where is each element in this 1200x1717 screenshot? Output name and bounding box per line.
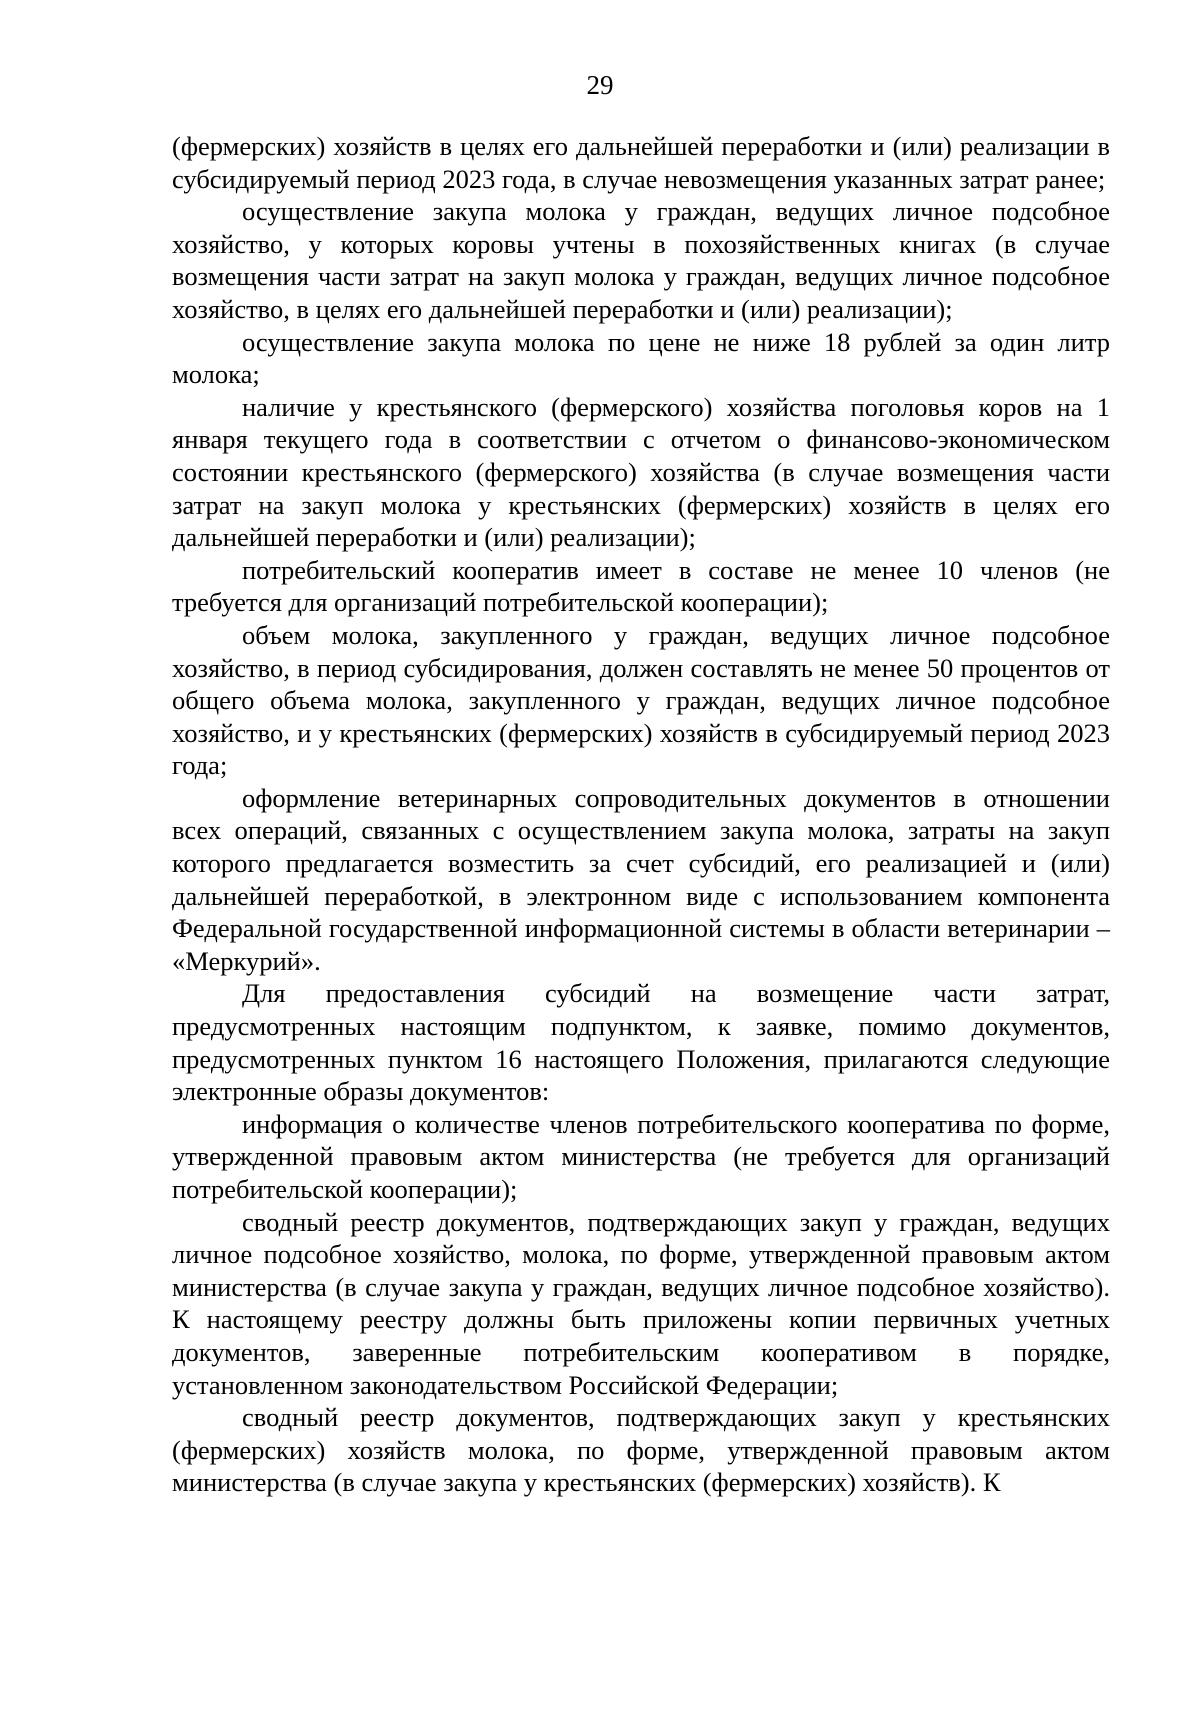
paragraph-8: Для предоставления субсидий на возмещение части затрат, предусмотренных настоящим подпунктом, к заявке, помимо документов, предусмотренных пунктом 16 настоящего Положения, прилагаются следующие электронные образы документов: [172, 978, 1110, 1107]
paragraph-7: оформление ветеринарных сопроводительных документов в отношении всех операций, связанных с осуществлением закупа молока, затраты на закуп которого предлагается возместить за счет субсидий, его реализацией и (или) дальнейшей переработкой, в электронном виде с использованием компонента Федеральной государственной информационной системы в области ветеринарии – «Меркурий». [172, 782, 1110, 976]
paragraph-4: наличие у крестьянского (фермерского) хозяйства поголовья коров на 1 января текущего года в соответствии с отчетом о финансово-экономическом состоянии крестьянского (фермерского) хозяйства (в случае возмещения части затрат на закуп молока у крестьянских (фермерских) хозяйств в целях его дальнейшей переработки и (или) реализации); [172, 391, 1110, 553]
page-number: 29 [586, 70, 614, 100]
paragraph-1: (фермерских) хозяйств в целях его дальнейшей переработки и (или) реализации в субсидируемый период 2023 года, в случае невозмещения указанных затрат ранее; [172, 131, 1110, 194]
paragraph-9: информация о количестве членов потребительского кооператива по форме, утвержденной правовым актом министерства (не требуется для организаций потребительской кооперации); [172, 1108, 1110, 1204]
paragraph-11: сводный реестр документов, подтверждающих закуп у крестьянских (фермерских) хозяйств молока, по форме, утвержденной правовым актом министерства (в случае закупа у крестьянских (фермерских) хозяйств). К [172, 1402, 1110, 1498]
paragraph-3: осуществление закупа молока по цене не ниже 18 рублей за один литр молока; [172, 326, 1110, 390]
document-body [172, 130, 1110, 1499]
paragraph-6: объем молока, закупленного у граждан, ведущих личное подсобное хозяйство, в период субсидирования, должен составлять не менее 50 процентов от общего объема молока, закупленного у граждан, ведущих личное подсобное хозяйство, и у крестьянских (фермерских) хозяйств в субсидируемый период 2023 года; [172, 619, 1110, 781]
paragraph-2: осуществление закупа молока у граждан, ведущих личное подсобное хозяйство, у которых коровы учтены в похозяйственных книгах (в случае возмещения части затрат на закуп молока у граждан, ведущих личное подсобное хозяйство, в целях его дальнейшей переработки и (или) реализации); [172, 196, 1110, 324]
paragraph-5: потребительский кооператив имеет в составе не менее 10 членов (не требуется для организаций потребительской кооперации); [172, 554, 1110, 618]
paragraph-10: сводный реестр документов, подтверждающих закуп у граждан, ведущих личное подсобное хозяйство, молока, по форме, утвержденной правовым актом министерства (в случае закупа у граждан, ведущих личное подсобное хозяйство). К настоящему реестру должны быть приложены копии первичных учетных документов, заверенные потребительским кооперативом в порядке, установленном законодательством Российской Федерации; [172, 1206, 1110, 1400]
